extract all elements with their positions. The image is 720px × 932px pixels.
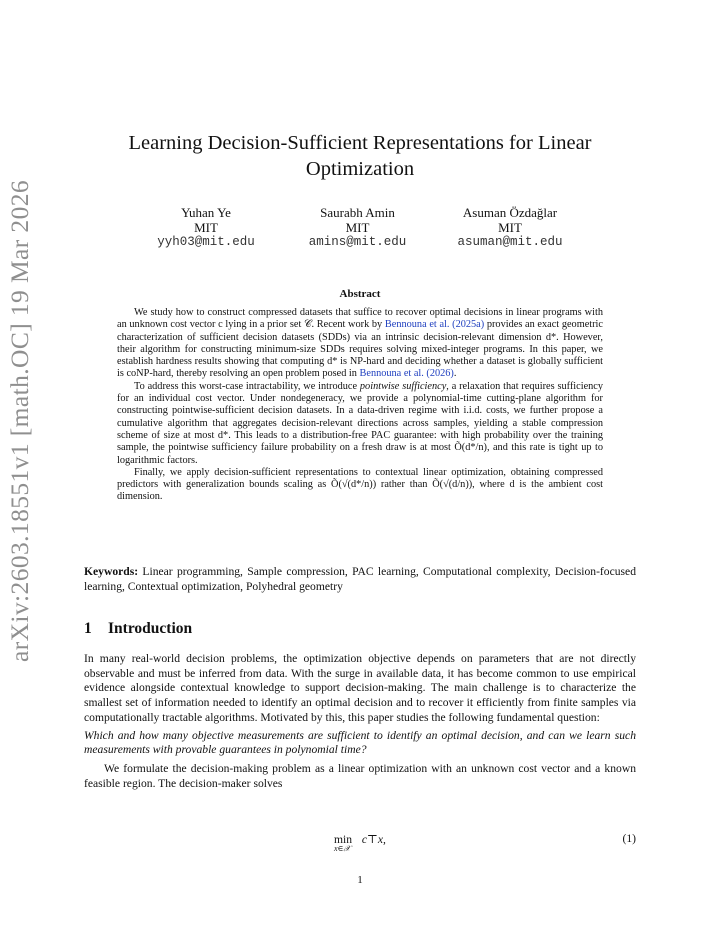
keywords: [84, 564, 636, 594]
author-email[interactable]: yyh03@mit.edu: [157, 235, 255, 249]
abstract-paragraph: Finally, we apply decision-sufficient representations to contextual linear optimization, obtaining compressed predictors with generalization bounds scaling as Õ(√(d*/n)) rather than Õ(√(d/n)), where d is the ambient cost dimension.: [117, 466, 603, 503]
page-number: 1: [357, 874, 363, 886]
author-email[interactable]: asuman@mit.edu: [457, 235, 563, 249]
abstract-paragraph: [117, 307, 603, 381]
author-name: Yuhan Ye: [181, 205, 231, 220]
author-affiliation: MIT: [498, 220, 522, 235]
keywords-label: Keywords:: [84, 565, 139, 578]
intro-paragraph: We formulate the decision-making problem as a linear optimization with an unknown cost vector and a known feasible region. The decision-maker solves: [84, 761, 636, 790]
author-name: Saurabh Amin: [320, 205, 395, 220]
author-block: [445, 205, 575, 250]
author-block: [295, 205, 420, 250]
intro-paragraph: In many real-world decision problems, the optimization objective depends on parameters that are not directly observable and must be inferred from data. With the surge in available data, it has become common to use empirical evidence alongside contextual knowledge to support decision-making. The main challenge is to characterize the smallest set of information needed to identify an optimal decision and to recover it efficiently from finite samples via computationally tractable algorithms. Motivated by this, this paper studies the following fundamental question:: [84, 652, 636, 724]
abstract-heading: Abstract: [339, 288, 381, 300]
abstract-text: .: [453, 368, 457, 380]
arxiv-identifier: arXiv:2603.18551v1 [math.OC] 19 Mar 2026: [5, 179, 34, 662]
intro-body: [84, 652, 636, 791]
section-title: Introduction: [108, 620, 193, 637]
paper-title: Learning Decision-Sufficient Representations for Linear Optimization: [128, 132, 592, 180]
keywords-list: Linear programming, Sample compression, PAC learning, Computational complexity, Decision-focused learning, Contextual optimization, Polyhedral geometry: [84, 565, 636, 593]
abstract-text: provides an exact geometric characterization of sufficient decision datasets (SDDs) via an intrinsic decision-relevant dimension d*. However, their algorithm for constructing minimum-size SDDs requires solving mixed-integer programs. In this paper, we establish hardness results showing that computing d* is NP-hard and deciding whether a dataset is globally sufficient is coNP-hard, thereby resolving an open problem posed in: [117, 319, 603, 380]
abstract-text: We study how to construct compressed datasets that suffice to recover optimal decisions in linear programs with an unknown cost vector c lying in a prior set 𝒞. Recent work by: [117, 307, 603, 331]
equation-number: (1): [622, 832, 636, 845]
citation-link[interactable]: Bennouna et al. (2025a): [384, 319, 485, 331]
author-block: [146, 205, 266, 250]
abstract-text: , a relaxation that requires sufficiency for an individual cost vector. Under nondegeneracy, we provide a polynomial-time cutting-plane algorithm for constructing pointwise-sufficient decision datasets. In a data-driven regime with i.i.d. costs, we further propose a cumulative algorithm that aggregates decision-relevant directions across samples, yielding a stable compression scheme of size at most d*. This leads to a distribution-free PAC guarantee: with high probability over the training sample, the pointwise sufficiency failure probability on a fresh draw is at most Õ(d*/n), and this rate is tight up to logarithmic factors.: [117, 380, 604, 466]
equation-1: [84, 832, 636, 856]
abstract-emphasis: pointwise sufficiency: [359, 380, 447, 392]
abstract-text: To address this worst-case intractability, we introduce: [134, 380, 360, 392]
author-email[interactable]: amins@mit.edu: [308, 235, 407, 249]
section-heading: [84, 620, 192, 638]
abstract-paragraph: [117, 381, 603, 467]
equation-subscript: x∈𝒳: [334, 844, 351, 853]
abstract-body: [117, 307, 603, 504]
equation-body: c⊤x,: [361, 833, 386, 846]
author-name: Asuman Özdağlar: [462, 205, 558, 220]
research-question: Which and how many objective measurements are sufficient to identify an optimal decision, and can we learn such measurements with provable guarantees in polynomial time?: [84, 728, 636, 757]
author-affiliation: MIT: [194, 220, 218, 235]
equation-operator: min: [334, 833, 353, 846]
citation-link[interactable]: Bennouna et al. (2026): [359, 368, 454, 380]
author-affiliation: MIT: [345, 220, 370, 235]
section-number: 1: [84, 620, 92, 637]
